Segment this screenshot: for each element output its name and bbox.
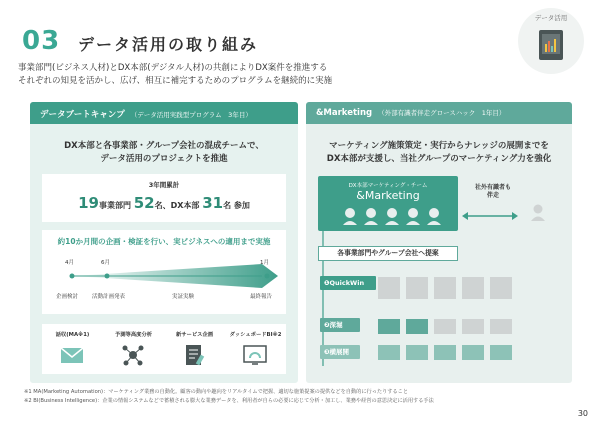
grid-tile xyxy=(462,319,484,334)
bootcamp-panel-header xyxy=(30,102,298,124)
count-business-people: 52 xyxy=(133,194,155,212)
month-start: 4月 xyxy=(65,260,74,266)
dashboard-icon xyxy=(242,343,268,367)
badge-label: データ活用 xyxy=(534,14,568,22)
page-number: 30 xyxy=(577,409,588,418)
marketing-team-box xyxy=(318,176,458,231)
network-icon xyxy=(120,343,146,367)
grid-tile xyxy=(406,277,428,299)
external-expert-label xyxy=(466,184,520,200)
topic-badge xyxy=(518,8,584,74)
external-expert-line-1: 社外有識者も xyxy=(474,184,511,191)
marketing-title: &Marketing xyxy=(316,108,373,118)
count-dx-people: 31 xyxy=(202,194,224,212)
tablet-chart-icon xyxy=(539,30,563,60)
month-final: 1月 xyxy=(260,260,269,266)
timeline xyxy=(52,254,280,302)
count-line xyxy=(42,194,286,212)
bootcamp-desc-2: データ活用のプロジェクトを推進 xyxy=(100,154,228,164)
page-title: データ活用の取り組み xyxy=(78,35,259,54)
tool-analytics-label: 予測等高度分析 xyxy=(114,332,153,338)
bootcamp-desc-1: DX本部と各事業部・グループ会社の混成チームで、 xyxy=(64,141,264,151)
partnership-arrow-icon xyxy=(462,206,518,216)
phase-plan-presentation: 活動計画発表 xyxy=(92,294,126,300)
phase-planning: 企画検討 xyxy=(56,294,79,300)
marketing-panel xyxy=(306,102,572,383)
tool-dashboard xyxy=(225,324,286,374)
step-quickwin: ❶QuickWin xyxy=(320,276,376,290)
grid-tile xyxy=(462,277,484,299)
tool-dashboard-label: ダッシュボードBI※2 xyxy=(229,332,282,338)
lead-line-1: 事業部門(ビジネス人材)とDX本部(デジタル人材)の共創によりDX案件を推進する xyxy=(18,63,328,73)
count-business: 19 xyxy=(78,194,99,212)
grid-tile xyxy=(378,277,400,299)
participant-count-box xyxy=(42,174,286,222)
team-members xyxy=(342,207,442,227)
proposal-box: 各事業部門やグループ会社へ提案 xyxy=(318,246,458,261)
lead-line-2: それぞれの知見を活かし、広げ、相互に補完するためのプログラムを継続的に実施 xyxy=(18,76,333,86)
grid-tile xyxy=(490,345,512,360)
bootcamp-description xyxy=(30,140,298,166)
document-icon xyxy=(181,343,207,367)
marketing-description xyxy=(306,140,572,166)
count-business-label: 事業部門 xyxy=(98,201,131,210)
marketing-subtitle: （外部有識者伴走グロースハック 1年目） xyxy=(378,109,506,117)
team-name: &Marketing xyxy=(356,189,420,202)
tool-ma-label: 話収(MA※1) xyxy=(55,332,90,338)
step-expand: ❸横展開 xyxy=(320,345,360,359)
timeline-title: 約10か月間の企画・検証を行い、実ビジネスへの適用まで実施 xyxy=(57,237,271,246)
tools-box xyxy=(42,324,286,374)
bootcamp-panel xyxy=(30,102,298,383)
month-plan: 6月 xyxy=(101,260,110,266)
footnote-2: ※2 BI(Business Intelligence)：企業の情報システムなどで蓄積される膨大な業務データを、利用者が自らの必要に応じて分析・加工し、業務や経営の意思決定に活用する手法 xyxy=(24,398,434,404)
count-label: 3年間累計 xyxy=(148,181,180,189)
phase-final-report: 最終報告 xyxy=(250,294,273,300)
step-deep-dive: ❷深堀 xyxy=(320,318,360,332)
footnote-1: ※1 MA(Marketing Automation)：マーケティング業務の自動化。顧客の動向や趣向をリアルタイムで把握、適切な施策提案の提供などを自動的に行ったりすること xyxy=(24,389,409,395)
grid-tile xyxy=(434,319,456,334)
grid-tile xyxy=(490,277,512,299)
tile-grid xyxy=(378,277,518,383)
count-dx-label: 名、DX本部 xyxy=(154,201,200,210)
bootcamp-subtitle: （データ活用実践型プログラム 3年目） xyxy=(130,111,252,119)
external-person-icon xyxy=(530,204,546,222)
section-number: 03 xyxy=(22,26,61,56)
grid-tile xyxy=(378,319,400,334)
tool-analytics xyxy=(103,324,164,374)
grid-tile xyxy=(378,345,400,360)
tool-ma xyxy=(42,324,103,374)
lead-text xyxy=(18,62,438,88)
count-join-label: 名 参加 xyxy=(223,201,250,210)
grid-tile xyxy=(434,277,456,299)
bootcamp-title: データブートキャンプ xyxy=(40,110,125,120)
grid-tile xyxy=(406,319,428,334)
grid-tile xyxy=(462,345,484,360)
team-subtitle: DX本部マーケティング・チーム xyxy=(348,183,428,189)
marketing-desc-1: マーケティング施策策定・実行からナレッジの展開までを xyxy=(329,141,549,151)
phase-experiment: 実証実験 xyxy=(172,294,195,300)
tool-new-service-label: 新サービス企画 xyxy=(175,332,214,338)
mail-icon xyxy=(59,343,85,367)
marketing-desc-2: DX本部が支援し、当社グループのマーケティング力を強化 xyxy=(326,154,552,164)
marketing-panel-header xyxy=(306,102,572,124)
grid-tile xyxy=(406,345,428,360)
grid-tile xyxy=(490,319,512,334)
tool-new-service xyxy=(164,324,225,374)
grid-tile xyxy=(434,345,456,360)
external-expert-line-2: 伴走 xyxy=(486,192,499,199)
